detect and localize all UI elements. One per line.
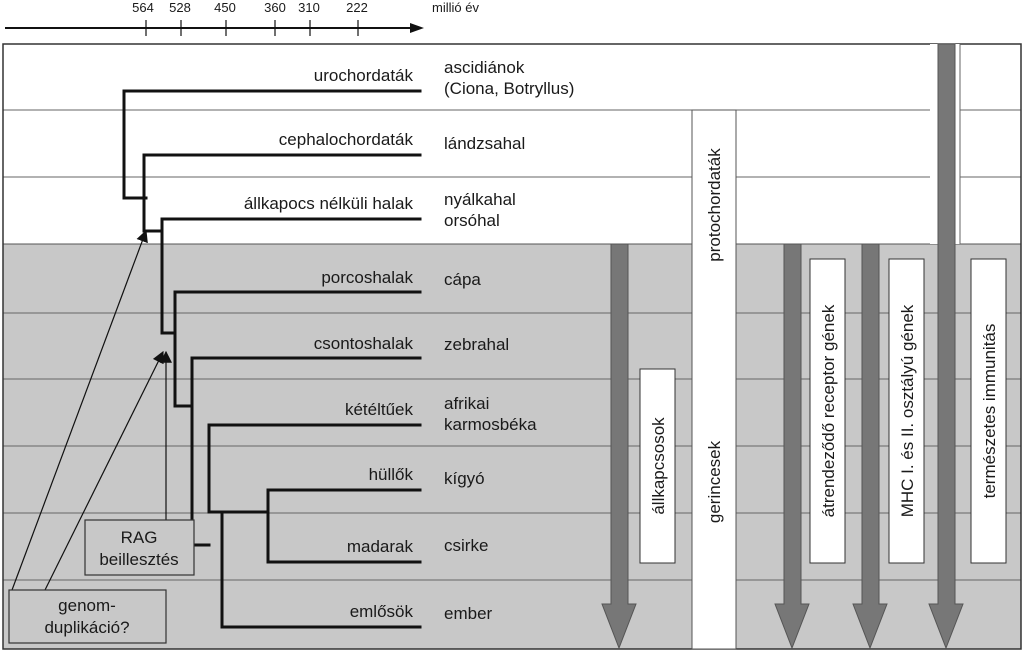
species-label: lándzsahal	[444, 134, 526, 153]
timeline	[5, 0, 479, 36]
taxon-label: urochordaták	[313, 66, 413, 85]
taxon-label: madarak	[346, 537, 413, 556]
species-label: ascidiánok	[444, 58, 525, 77]
taxon-label: állkapocs nélküli halak	[243, 194, 413, 213]
protochordates-label: protochordaták	[705, 148, 724, 262]
species-label: cápa	[444, 270, 481, 289]
timeline-tick-label: 360	[264, 0, 286, 15]
mhc-label: MHC I. és II. osztályú gének	[898, 304, 917, 518]
rag-box-line: RAG	[120, 528, 158, 547]
species-label: nyálkahal	[444, 190, 516, 209]
taxon-label: csontoshalak	[313, 334, 413, 353]
species-label: zebrahal	[444, 335, 510, 354]
timeline-tick-label: 450	[214, 0, 236, 15]
taxon-label: kétéltűek	[344, 400, 413, 419]
rag-genes-label: átrendeződő receptor gének	[819, 304, 838, 518]
taxon-label: hüllők	[368, 465, 413, 484]
timeline-unit-label: millió év	[432, 0, 479, 15]
species-label: kígyó	[444, 469, 485, 488]
jaws-label: állkapcsosok	[649, 417, 668, 515]
species-label: karmosbéka	[444, 415, 537, 434]
species-label: csirke	[444, 536, 489, 555]
innate-immunity-label: természetes immunitás	[980, 323, 999, 499]
rag-box-line: beillesztés	[99, 550, 179, 569]
timeline-tick-label: 564	[132, 0, 154, 15]
vertebrates-label: gerincesek	[705, 440, 724, 524]
timeline-tick-label: 528	[169, 0, 191, 15]
taxon-label: emlősök	[349, 602, 413, 621]
genome-duplication-box	[9, 590, 166, 643]
species-label: ember	[444, 604, 493, 623]
genome-box-line: duplikáció?	[44, 618, 130, 637]
timeline-tick-label: 310	[298, 0, 320, 15]
species-label: (Ciona, Botryllus)	[444, 79, 575, 98]
species-label: orsóhal	[444, 211, 500, 230]
genome-box-line: genom-	[58, 596, 116, 615]
taxon-label: porcoshalak	[321, 268, 413, 287]
taxon-label: cephalochordaták	[278, 130, 413, 149]
timeline-tick-label: 222	[346, 0, 368, 15]
rag-insertion-box	[85, 520, 194, 575]
species-label: afrikai	[444, 394, 490, 413]
timeline-arrowhead	[410, 23, 424, 33]
